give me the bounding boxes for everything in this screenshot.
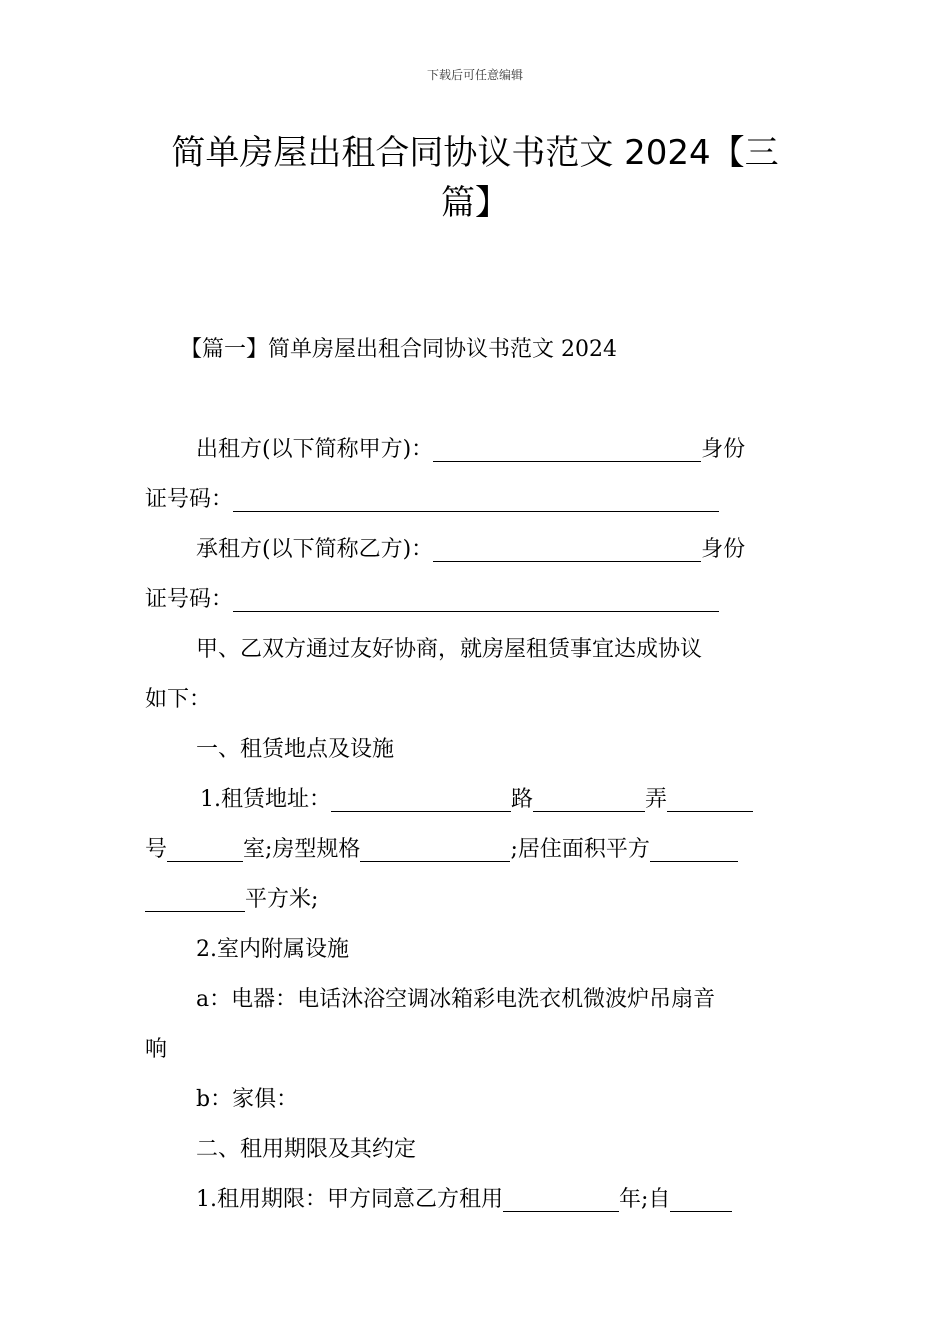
room-label: 室;房型规格 bbox=[243, 837, 361, 862]
road-blank bbox=[331, 787, 511, 811]
furniture-line: b：家俱： bbox=[196, 1087, 299, 1112]
lessee-id-label-1: 身份 bbox=[701, 537, 746, 562]
lane-blank bbox=[533, 787, 645, 811]
years-blank bbox=[503, 1187, 619, 1211]
number-blank bbox=[667, 787, 753, 811]
title-line-2: 篇】 bbox=[441, 183, 509, 223]
section-title: 【篇一】简单房屋出租合同协议书范文 2024 bbox=[180, 337, 617, 362]
lessee-id-label-2: 证号码： bbox=[145, 587, 234, 612]
title-line-1: 简单房屋出租合同协议书范文 2024【三 bbox=[171, 133, 779, 173]
lessor-name-blank bbox=[433, 437, 701, 461]
article-1-heading: 一、租赁地点及设施 bbox=[196, 737, 395, 762]
lessor-label: 出租方(以下简称甲方)： bbox=[196, 437, 434, 462]
room-type-blank bbox=[360, 837, 510, 861]
lessor-id-label-2: 证号码： bbox=[145, 487, 234, 512]
intro-line-1: 甲、乙双方通过友好协商，就房屋租赁事宜达成协议 bbox=[196, 637, 703, 662]
article-2-heading: 二、租用期限及其约定 bbox=[196, 1137, 417, 1162]
lessee-id-line bbox=[145, 575, 807, 625]
address-label: 1.租赁地址： bbox=[200, 787, 331, 812]
room-line bbox=[145, 825, 807, 875]
lessor-id-blank bbox=[233, 487, 719, 511]
start-date-blank bbox=[670, 1187, 732, 1211]
appliances-line-1: a：电器：电话沐浴空调冰箱彩电洗衣机微波炉吊扇音 bbox=[196, 987, 716, 1012]
address-line bbox=[145, 775, 807, 825]
lessee-line bbox=[145, 525, 807, 575]
area-line bbox=[145, 875, 807, 925]
year-label: 年;自 bbox=[619, 1187, 671, 1212]
intro-line-2: 如下： bbox=[145, 687, 212, 712]
lessor-line bbox=[145, 425, 807, 475]
header-note: 下载后可任意编辑 bbox=[426, 68, 523, 82]
number-label: 号 bbox=[145, 837, 168, 862]
area-blank-2 bbox=[145, 887, 245, 911]
lessee-id-blank bbox=[233, 587, 719, 611]
road-label: 路 bbox=[511, 787, 534, 812]
facilities-heading: 2.室内附属设施 bbox=[196, 937, 349, 962]
area-unit: 平方米; bbox=[245, 887, 319, 912]
area-blank-1 bbox=[650, 837, 738, 861]
contract-body bbox=[145, 425, 807, 1225]
document-title bbox=[150, 128, 800, 228]
area-label: ;居住面积平方 bbox=[510, 837, 650, 862]
lease-term-line bbox=[145, 1175, 807, 1225]
lessor-id-line bbox=[145, 475, 807, 525]
lessor-id-label-1: 身份 bbox=[701, 437, 746, 462]
lane-label: 弄 bbox=[645, 787, 668, 812]
appliances-line-2: 响 bbox=[145, 1037, 168, 1062]
lease-term-label: 1.租用期限：甲方同意乙方租用 bbox=[196, 1187, 503, 1212]
lessee-name-blank bbox=[433, 537, 701, 561]
lessee-label: 承租方(以下简称乙方)： bbox=[196, 537, 434, 562]
room-blank bbox=[167, 837, 243, 861]
